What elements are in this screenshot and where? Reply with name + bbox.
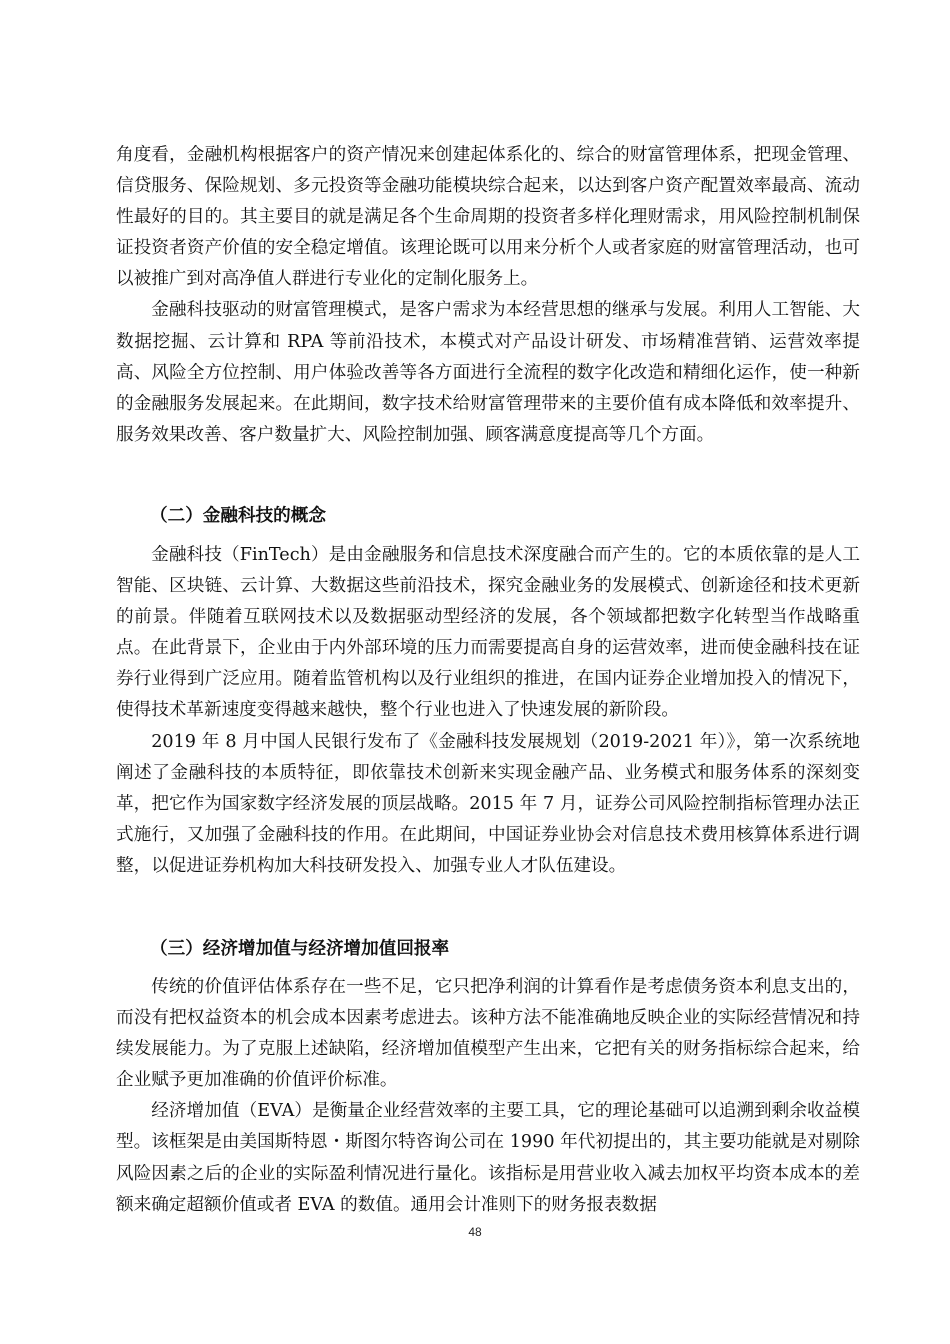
heading-fintech-concept: （二）金融科技的概念 [150,506,326,526]
paragraph-fintech-policy: 2019 年 8 月中国人民银行发布了《金融科技发展规划（2019-2021 年）》，第一次系统地阐述了金融科技的本质特征，即依靠技术创新来实现金融产品、业务模式和服务体系的深刻变革，把它作为国家数字经济发展的顶层战略。2015 年 7 月，证券公司风险控制指标管理办法正式施行，又加强了金融科技的作用。在此期间，中国证券业协会对信息技术费用核算体系进行调整，以促进证券机构加大科技研发投入、加强专业人才队伍建设。 [116,731,860,876]
section-b [116,540,860,882]
section-a [116,140,860,451]
section-c [116,972,860,1221]
page-number: 48 [468,1225,482,1239]
paragraph-continued: 角度看，金融机构根据客户的资产情况来创建起体系化的、综合的财富管理体系，把现金管理、信贷服务、保险规划、多元投资等金融功能模块综合起来，以达到客户资产配置效率最高、流动性最好的目的。其主要目的就是满足各个生命周期的投资者多样化理财需求，用风险控制机制保证投资者资产价值的安全稳定增值。该理论既可以用来分析个人或者家庭的财富管理活动，也可以被推广到对高净值人群进行专业化的定制化服务上。 [116,145,860,290]
paragraph-fintech-wealth-model: 金融科技驱动的财富管理模式，是客户需求为本经营思想的继承与发展。利用人工智能、大数据挖掘、云计算和 RPA 等前沿技术，本模式对产品设计研发、市场精准营销、运营效率提高、风险全方位控制、用户体验改善等各方面进行全流程的数字化改造和精细化运作，使一种新的金融服务发展起来。在此期间，数字技术给财富管理带来的主要价值有成本降低和效率提升、服务效果改善、客户数量扩大、风险控制加强、顾客满意度提高等几个方面。 [116,300,860,445]
heading-eva: （三）经济增加值与经济增加值回报率 [150,939,450,959]
paragraph-eva-definition: 经济增加值（EVA）是衡量企业经营效率的主要工具，它的理论基础可以追溯到剩余收益模型。该框架是由美国斯特恩・斯图尔特咨询公司在 1990 年代初提出的，其主要功能就是对剔除风险因素之后的企业的实际盈利情况进行量化。该指标是用营业收入减去加权平均资本成本的差额来确定超额价值或者 EVA 的数值。通用会计准则下的财务报表数据 [116,1101,860,1215]
paragraph-fintech-definition: 金融科技（FinTech）是由金融服务和信息技术深度融合而产生的。它的本质依靠的是人工智能、区块链、云计算、大数据这些前沿技术，探究金融业务的发展模式、创新途径和技术更新的前景。伴随着互联网技术以及数据驱动型经济的发展，各个领域都把数字化转型当作战略重点。在此背景下，企业由于内外部环境的压力而需要提高自身的运营效率，进而使金融科技在证券行业得到广泛应用。随着监管机构以及行业组织的推进，在国内证券企业增加投入的情况下，使得技术革新速度变得越来越快，整个行业也进入了快速发展的新阶段。 [116,545,860,721]
paragraph-traditional-valuation: 传统的价值评估体系存在一些不足，它只把净利润的计算看作是考虑债务资本利息支出的，而没有把权益资本的机会成本因素考虑进去。该种方法不能准确地反映企业的实际经营情况和持续发展能力。为了克服上述缺陷，经济增加值模型产生出来，它把有关的财务指标综合起来，给企业赋予更加准确的价值评价标准。 [116,977,860,1091]
